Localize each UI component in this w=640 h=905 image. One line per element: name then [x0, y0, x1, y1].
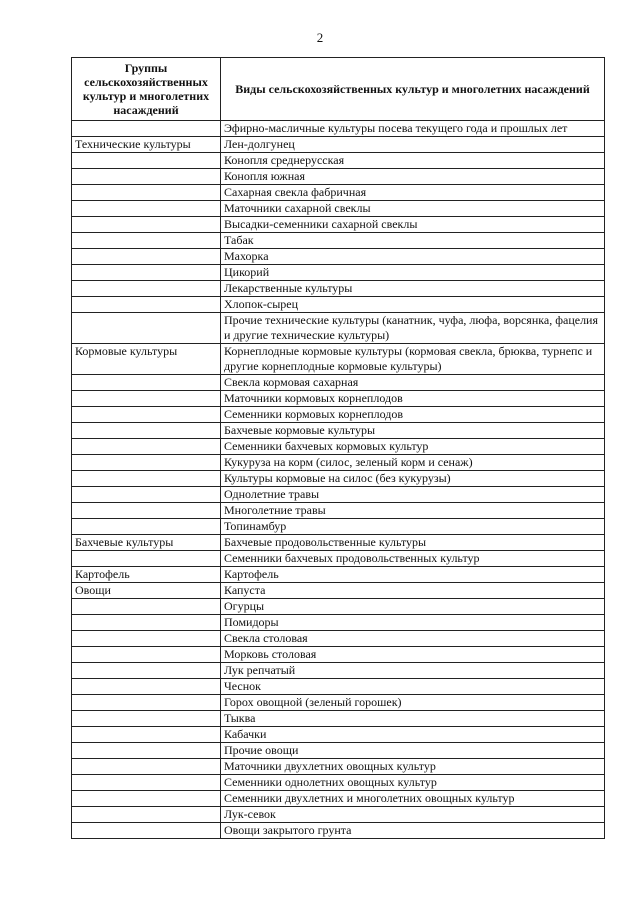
type-cell: Корнеплодные кормовые культуры (кормовая свекла, брюква, турнепс и другие корнеплодные кормовые культуры): [221, 344, 605, 375]
type-cell: Бахчевые продовольственные культуры: [221, 535, 605, 551]
table-row: [72, 583, 605, 599]
type-cell: Высадки-семенники сахарной свеклы: [221, 217, 605, 233]
header-groups: Группы сельскохозяйственных культур и многолетних насаждений: [72, 58, 221, 121]
group-cell: [72, 727, 221, 743]
group-cell: [72, 471, 221, 487]
table-row: [72, 265, 605, 281]
table-row: [72, 599, 605, 615]
type-cell: Лук-севок: [221, 807, 605, 823]
table-row: [72, 759, 605, 775]
crops-table: [71, 57, 605, 839]
type-cell: Лен-долгунец: [221, 137, 605, 153]
group-cell: [72, 647, 221, 663]
table-header-row: [72, 58, 605, 121]
group-cell: [72, 823, 221, 839]
type-cell: Огурцы: [221, 599, 605, 615]
table-row: [72, 375, 605, 391]
table-row: [72, 471, 605, 487]
table-row: [72, 823, 605, 839]
group-cell: [72, 807, 221, 823]
group-cell: [72, 121, 221, 137]
type-cell: Конопля среднерусская: [221, 153, 605, 169]
type-cell: Цикорий: [221, 265, 605, 281]
table-row: [72, 663, 605, 679]
group-cell: [72, 711, 221, 727]
group-cell: [72, 265, 221, 281]
type-cell: Многолетние травы: [221, 503, 605, 519]
type-cell: Топинамбур: [221, 519, 605, 535]
table-row: [72, 775, 605, 791]
table-row: [72, 455, 605, 471]
table-row: [72, 695, 605, 711]
table-row: [72, 249, 605, 265]
table-row: [72, 791, 605, 807]
type-cell: Махорка: [221, 249, 605, 265]
table-row: [72, 567, 605, 583]
table-row: [72, 153, 605, 169]
table-row: [72, 535, 605, 551]
type-cell: Свекла кормовая сахарная: [221, 375, 605, 391]
group-cell: [72, 297, 221, 313]
group-cell: [72, 551, 221, 567]
type-cell: Свекла столовая: [221, 631, 605, 647]
group-cell: [72, 487, 221, 503]
table-row: [72, 647, 605, 663]
group-cell: [72, 599, 221, 615]
group-cell: [72, 407, 221, 423]
table-row: [72, 407, 605, 423]
type-cell: Чеснок: [221, 679, 605, 695]
type-cell: Конопля южная: [221, 169, 605, 185]
group-cell: [72, 775, 221, 791]
table-row: [72, 217, 605, 233]
group-cell: [72, 695, 221, 711]
group-cell: [72, 631, 221, 647]
group-cell: [72, 503, 221, 519]
type-cell: Овощи закрытого грунта: [221, 823, 605, 839]
group-cell: [72, 153, 221, 169]
table-row: [72, 503, 605, 519]
type-cell: Прочие технические культуры (канатник, чуфа, люфа, ворсянка, фацелия и другие технические культуры): [221, 313, 605, 344]
group-cell: [72, 759, 221, 775]
group-cell: [72, 679, 221, 695]
table-row: [72, 201, 605, 217]
group-cell: [72, 375, 221, 391]
table-row: [72, 679, 605, 695]
group-cell: [72, 185, 221, 201]
group-cell: Кормовые культуры: [72, 344, 221, 375]
group-cell: Бахчевые культуры: [72, 535, 221, 551]
type-cell: Маточники сахарной свеклы: [221, 201, 605, 217]
group-cell: [72, 743, 221, 759]
group-cell: [72, 313, 221, 344]
group-cell: Технические культуры: [72, 137, 221, 153]
type-cell: Маточники двухлетних овощных культур: [221, 759, 605, 775]
group-cell: [72, 615, 221, 631]
type-cell: Семенники однолетних овощных культур: [221, 775, 605, 791]
type-cell: Помидоры: [221, 615, 605, 631]
type-cell: Хлопок-сырец: [221, 297, 605, 313]
table-row: [72, 185, 605, 201]
type-cell: Культуры кормовые на силос (без кукурузы): [221, 471, 605, 487]
group-cell: Овощи: [72, 583, 221, 599]
type-cell: Морковь столовая: [221, 647, 605, 663]
table-row: [72, 233, 605, 249]
type-cell: Табак: [221, 233, 605, 249]
type-cell: Капуста: [221, 583, 605, 599]
type-cell: Маточники кормовых корнеплодов: [221, 391, 605, 407]
type-cell: Эфирно-масличные культуры посева текущего года и прошлых лет: [221, 121, 605, 137]
type-cell: Горох овощной (зеленый горошек): [221, 695, 605, 711]
type-cell: Однолетние травы: [221, 487, 605, 503]
type-cell: Семенники бахчевых продовольственных культур: [221, 551, 605, 567]
type-cell: Картофель: [221, 567, 605, 583]
table-body: [72, 121, 605, 839]
type-cell: Кабачки: [221, 727, 605, 743]
group-cell: [72, 217, 221, 233]
group-cell: [72, 439, 221, 455]
type-cell: Кукуруза на корм (силос, зеленый корм и сенаж): [221, 455, 605, 471]
group-cell: [72, 233, 221, 249]
table-row: [72, 121, 605, 137]
header-types: Виды сельскохозяйственных культур и многолетних насаждений: [221, 58, 605, 121]
table-row: [72, 313, 605, 344]
group-cell: Картофель: [72, 567, 221, 583]
table-row: [72, 439, 605, 455]
table-row: [72, 137, 605, 153]
table-row: [72, 391, 605, 407]
group-cell: [72, 169, 221, 185]
table-row: [72, 807, 605, 823]
table-row: [72, 487, 605, 503]
type-cell: Семенники кормовых корнеплодов: [221, 407, 605, 423]
group-cell: [72, 281, 221, 297]
table-row: [72, 281, 605, 297]
type-cell: Прочие овощи: [221, 743, 605, 759]
group-cell: [72, 519, 221, 535]
group-cell: [72, 791, 221, 807]
group-cell: [72, 423, 221, 439]
type-cell: Семенники бахчевых кормовых культур: [221, 439, 605, 455]
group-cell: [72, 249, 221, 265]
type-cell: Бахчевые кормовые культуры: [221, 423, 605, 439]
group-cell: [72, 201, 221, 217]
group-cell: [72, 663, 221, 679]
group-cell: [72, 391, 221, 407]
type-cell: Семенники двухлетних и многолетних овощных культур: [221, 791, 605, 807]
table-row: [72, 615, 605, 631]
table-row: [72, 423, 605, 439]
type-cell: Сахарная свекла фабричная: [221, 185, 605, 201]
table-row: [72, 519, 605, 535]
table-row: [72, 297, 605, 313]
table-row: [72, 551, 605, 567]
table-row: [72, 169, 605, 185]
page-number: 2: [316, 30, 324, 45]
group-cell: [72, 455, 221, 471]
type-cell: Лекарственные культуры: [221, 281, 605, 297]
table-row: [72, 727, 605, 743]
table-row: [72, 743, 605, 759]
type-cell: Лук репчатый: [221, 663, 605, 679]
table-row: [72, 711, 605, 727]
table-row: [72, 344, 605, 375]
type-cell: Тыква: [221, 711, 605, 727]
table-row: [72, 631, 605, 647]
